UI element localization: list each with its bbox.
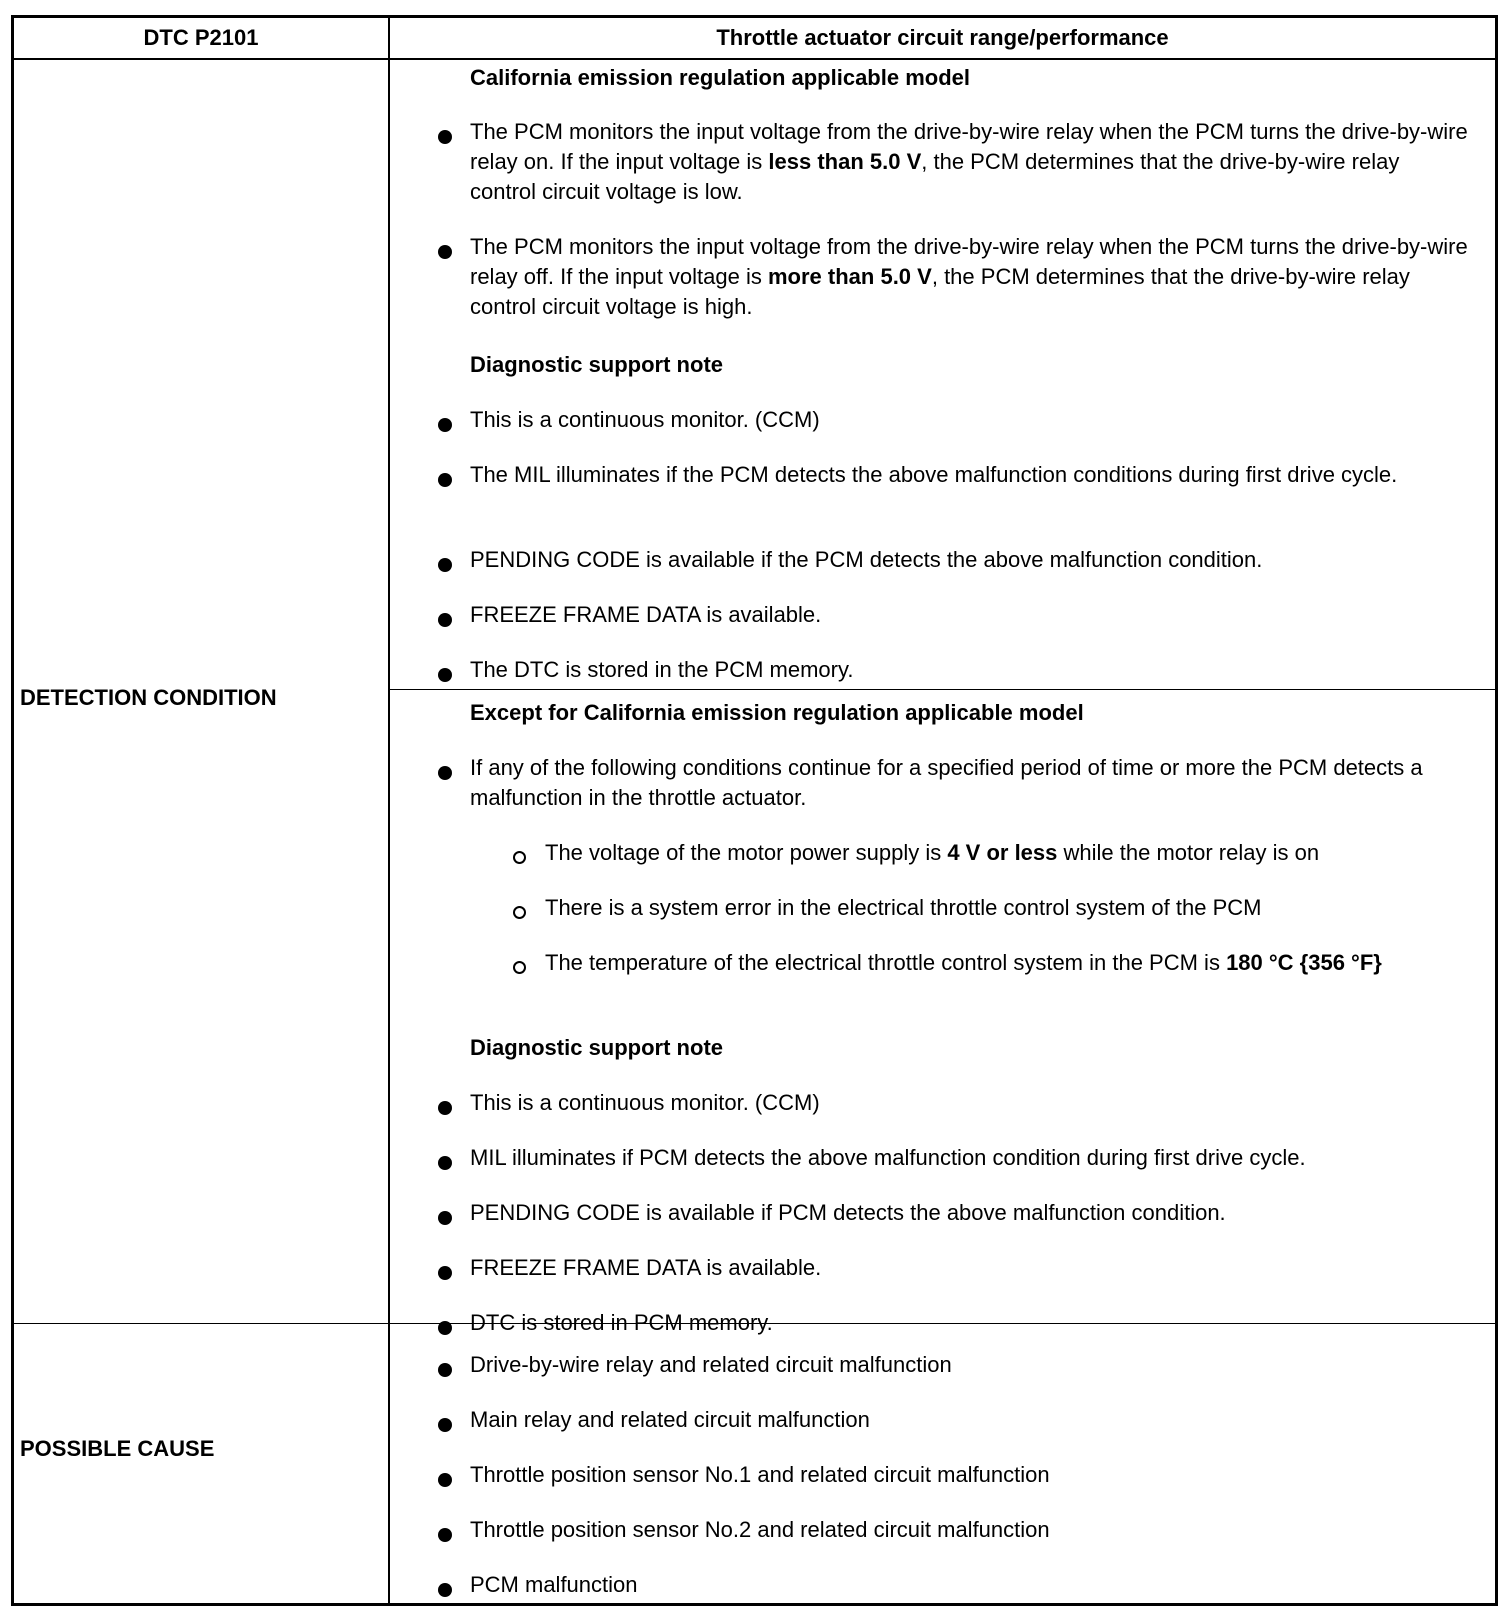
hollow-bullet-icon — [513, 906, 526, 919]
bullet-icon — [438, 1583, 452, 1597]
except-support-heading: Diagnostic support note — [470, 1035, 723, 1060]
bullet-icon — [438, 1363, 452, 1377]
possible-cause-label: POSSIBLE CAUSE — [20, 1436, 215, 1461]
except-heading: Except for California emission regulation applicable model — [470, 700, 1084, 725]
bullet-icon — [438, 1321, 452, 1335]
hollow-bullet-icon — [513, 851, 526, 864]
except-support-1: This is a continuous monitor. (CCM) — [470, 1090, 820, 1115]
california-support-3: PENDING CODE is available if the PCM detects the above malfunction condition. — [470, 547, 1263, 572]
bullet-icon — [438, 613, 452, 627]
california-item-1: The PCM monitors the input voltage from the drive-by-wire relay when the PCM turns the drive-by-wire relay on. If the input voltage is less than 5.0 V, the PCM determines that the drive-by-wire relay control circuit voltage is low. — [470, 119, 1468, 204]
cause-item-5: PCM malfunction — [470, 1572, 638, 1597]
bullet-icon — [438, 668, 452, 682]
bullet-icon — [438, 418, 452, 432]
except-support-4: FREEZE FRAME DATA is available. — [470, 1255, 822, 1280]
california-heading: California emission regulation applicable model — [470, 65, 970, 90]
bullet-icon — [438, 1211, 452, 1225]
bullet-icon — [438, 766, 452, 780]
bullet-icon — [438, 1266, 452, 1280]
cause-item-4: Throttle position sensor No.2 and related circuit malfunction — [470, 1517, 1050, 1542]
bullet-icon — [438, 1418, 452, 1432]
bullet-icon — [438, 1473, 452, 1487]
except-support-3: PENDING CODE is available if PCM detects the above malfunction condition. — [470, 1200, 1226, 1225]
california-except-divider — [388, 689, 1495, 690]
bullet-icon — [438, 558, 452, 572]
california-support-5: The DTC is stored in the PCM memory. — [470, 657, 854, 682]
except-intro: If any of the following conditions continue for a specified period of time or more the PCM detects a malfunction in the throttle actuator. — [470, 755, 1423, 810]
california-support-4: FREEZE FRAME DATA is available. — [470, 602, 822, 627]
california-support-heading: Diagnostic support note — [470, 352, 723, 377]
header-dtc-code: DTC P2101 — [143, 25, 259, 50]
except-support-5: DTC is stored in PCM memory. — [470, 1310, 773, 1335]
header-dtc-title: Throttle actuator circuit range/performance — [716, 25, 1169, 50]
bullet-icon — [438, 473, 452, 487]
column-divider — [388, 18, 390, 1603]
cause-item-1: Drive-by-wire relay and related circuit malfunction — [470, 1352, 952, 1377]
except-condition-3: The temperature of the electrical throttle control system in the PCM is 180 °C {356 °F} — [545, 950, 1382, 975]
bullet-icon — [438, 130, 452, 144]
bullet-icon — [438, 245, 452, 259]
california-support-2: The MIL illuminates if the PCM detects the above malfunction conditions during first drive cycle. — [470, 462, 1398, 487]
cause-item-3: Throttle position sensor No.1 and related circuit malfunction — [470, 1462, 1050, 1487]
bullet-icon — [438, 1528, 452, 1542]
bullet-icon — [438, 1101, 452, 1115]
california-item-2: The PCM monitors the input voltage from the drive-by-wire relay when the PCM turns the drive-by-wire relay off. If the input voltage is more than 5.0 V, the PCM determines that the drive-by-wire relay control circuit voltage is high. — [470, 234, 1468, 319]
bullet-icon — [438, 1156, 452, 1170]
detection-condition-label: DETECTION CONDITION — [20, 685, 277, 710]
california-support-1: This is a continuous monitor. (CCM) — [470, 407, 820, 432]
cause-item-2: Main relay and related circuit malfunction — [470, 1407, 870, 1432]
except-condition-1: The voltage of the motor power supply is 4 V or less while the motor relay is on — [545, 840, 1320, 865]
except-condition-2: There is a system error in the electrical throttle control system of the PCM — [545, 895, 1262, 920]
header-divider — [14, 58, 1495, 60]
except-support-2: MIL illuminates if PCM detects the above malfunction condition during first drive cycle. — [470, 1145, 1306, 1170]
hollow-bullet-icon — [513, 961, 526, 974]
